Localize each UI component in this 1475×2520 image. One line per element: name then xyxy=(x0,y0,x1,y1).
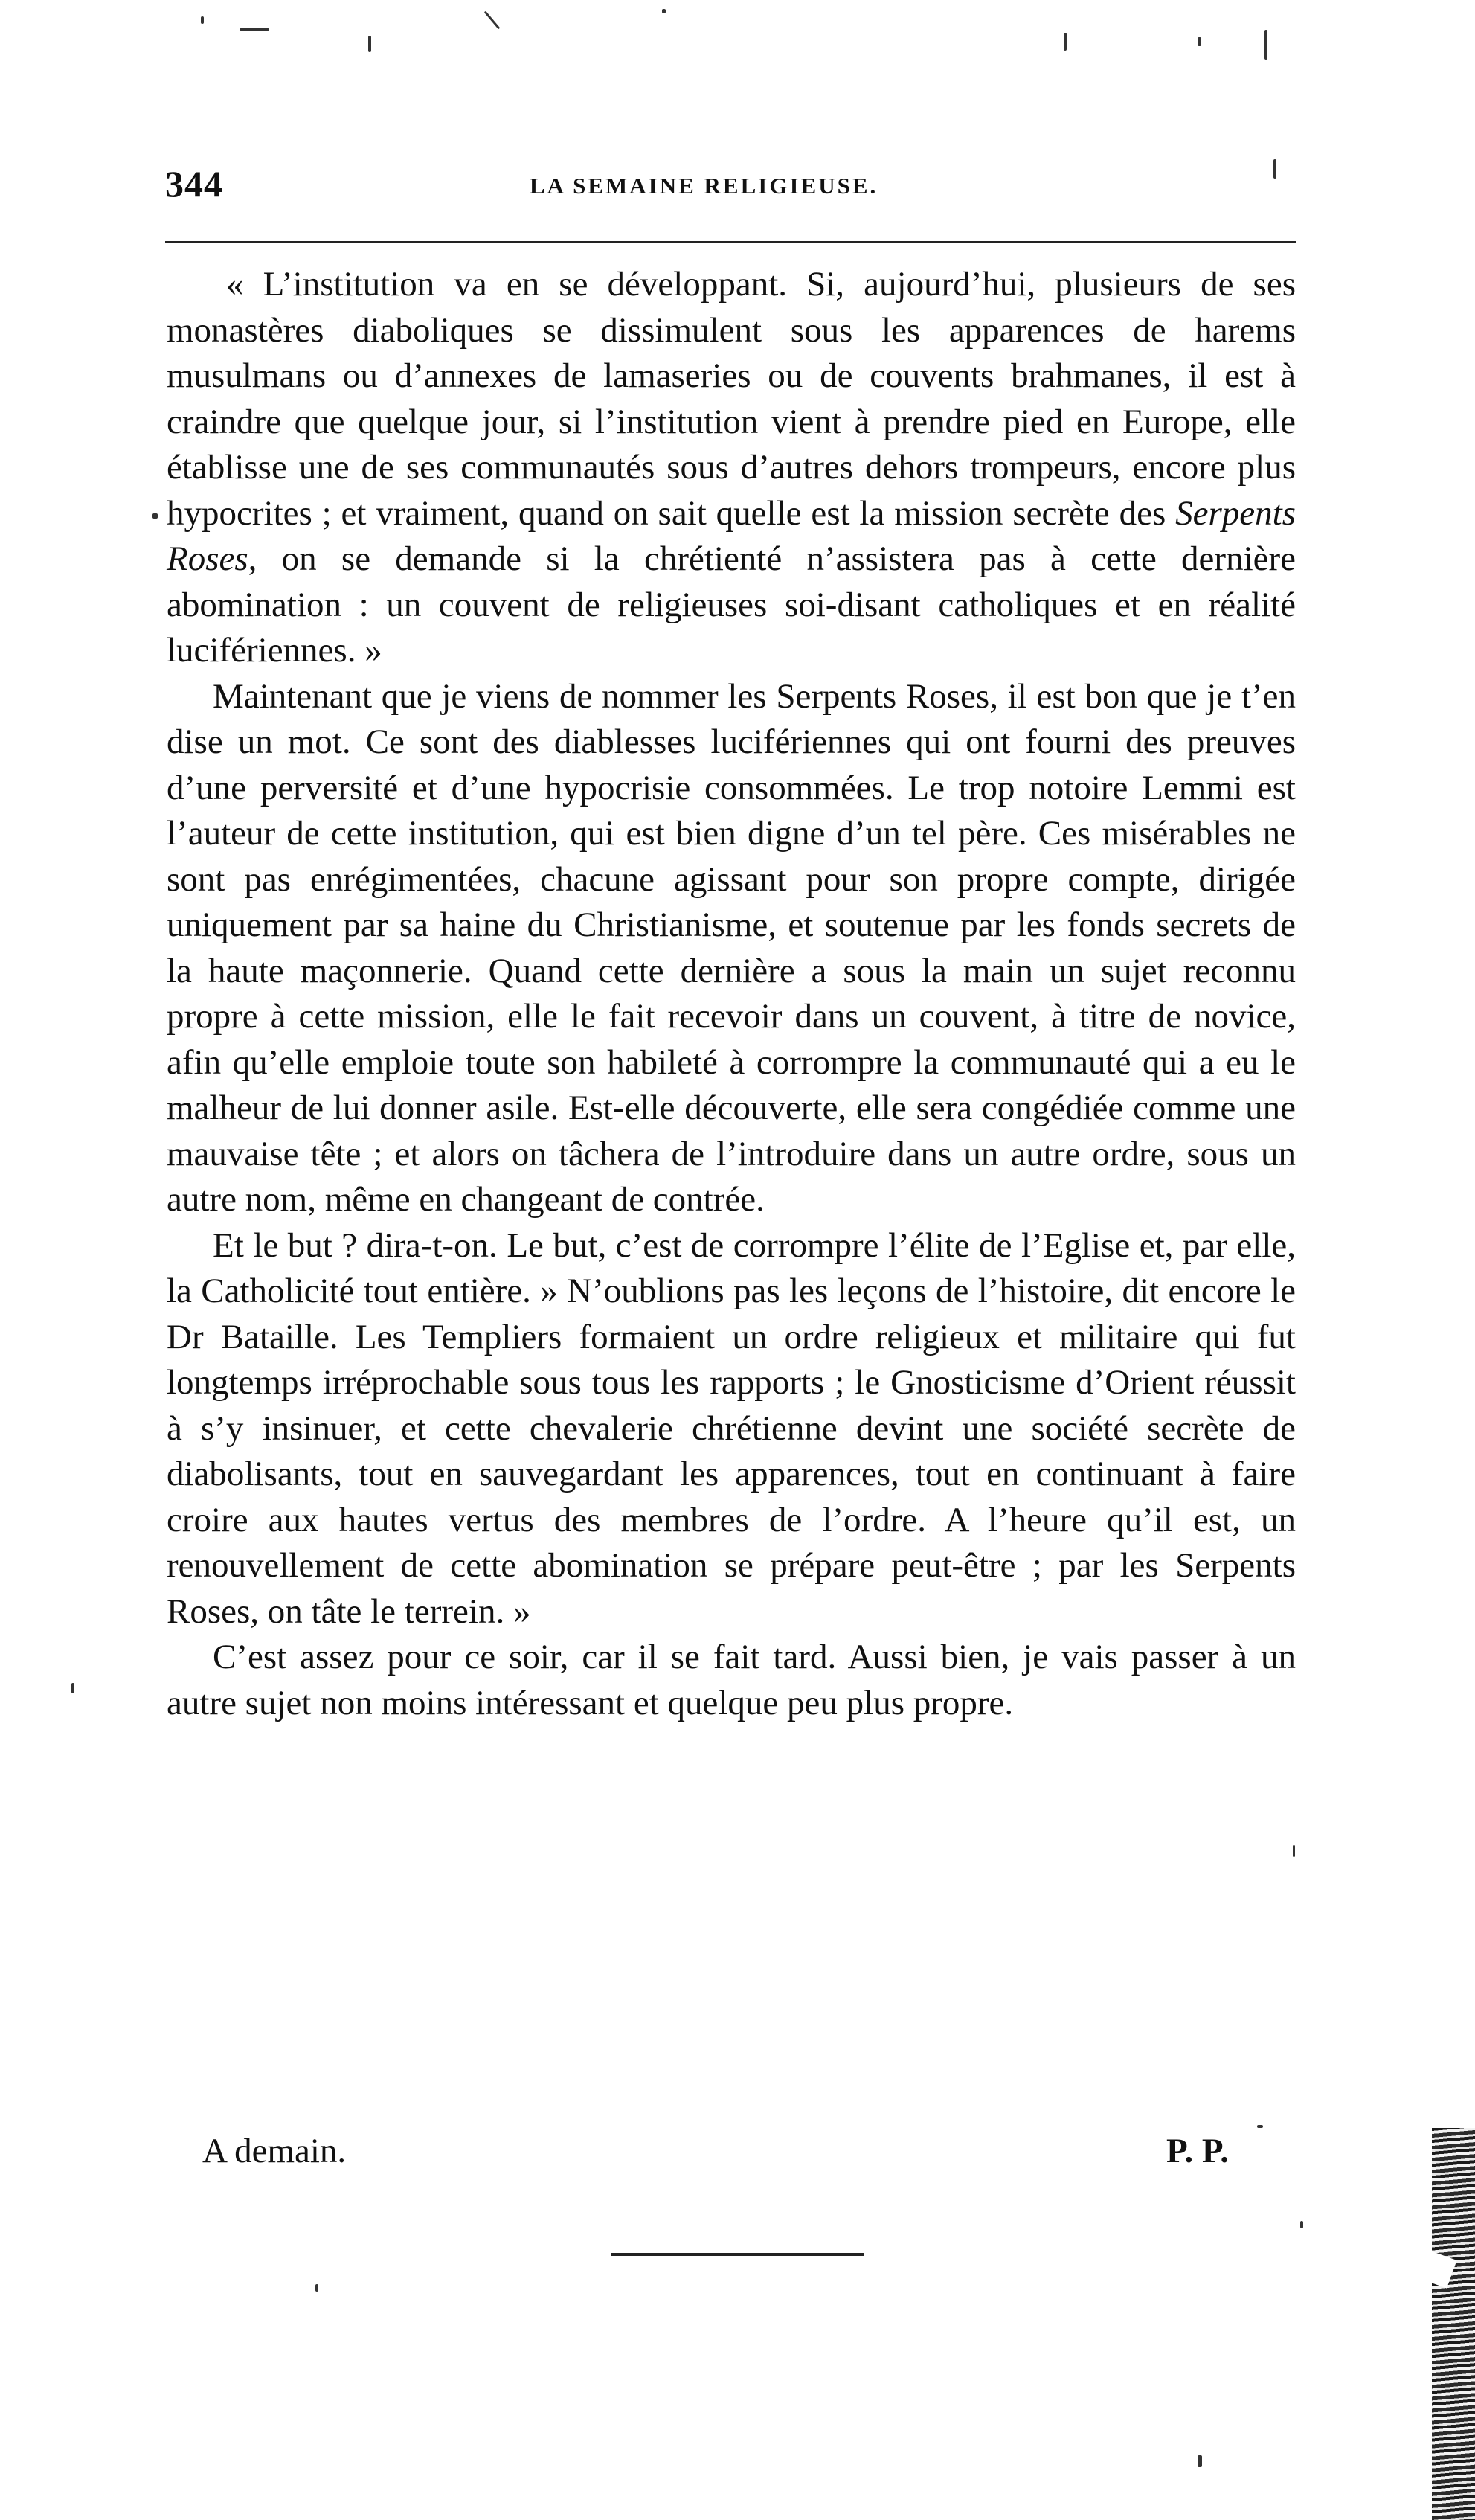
paragraph-quote-italic: Serpents Roses xyxy=(167,493,1296,578)
paragraph-quote-text-start: « L’institution va en se développant. Si, aujourd’hui, plusieurs de ses monastères diaboliques se dissimulent sous les apparences de harems musulmans ou d’annexes de lamaseries ou de couvents brahmanes, il est à craindre que quelque jour, si l’institution vient à prendre pied en Europe, elle établisse une de ses communautés sous d’autres dehors trompeurs, encore plus hypocrites ; et vraiment, quand on sait quelle est la mission secrète des xyxy=(167,265,1296,533)
closing-farewell: A demain. xyxy=(202,2132,347,2170)
closing-line xyxy=(165,2131,1296,2183)
signature-initials: P. P. xyxy=(1166,2132,1229,2170)
paragraph-templiers: Et le but ? dira-t-on. Le but, c’est de corrompre l’élite de l’Eglise et, par elle, la Catholicité tout entière. » N’oublions pas les leçons de l’histoire, dit encore le Dr Bataille. Les Templiers formaient un ordre religieux et militaire qui fut longtemps irréprochable sous tous les rapports ; le Gnosticisme d’Orient réussit à s’y insinuer, et cette chevalerie chrétienne devint une société secrète de diabolisants, tout en sauvegardant les apparences, tout en continuant à faire croire aux hautes vertus des membres de l’ordre. A l’heure qu’il est, un renouvellement de cette abomination se prépare peut-être ; par les Serpents Roses, on tâte le terrein. » xyxy=(167,1225,1296,1631)
paragraph-conclusion: C’est assez pour ce soir, car il se fait tard. Aussi bien, je vais passer à un autre sujet non moins intéressant et quelque peu plus propre. xyxy=(167,1638,1296,1722)
end-rule xyxy=(611,2253,864,2256)
page-number: 344 xyxy=(165,163,223,205)
header-rule xyxy=(165,241,1296,243)
binding-edge xyxy=(1432,2128,1475,2520)
article-body xyxy=(167,262,1296,1726)
paragraph-quote xyxy=(167,262,1296,674)
paragraph-serpents-roses: Maintenant que je viens de nommer les Serpents Roses, il est bon que je t’en dise un mot. Ce sont des diablesses lucifériennes qui ont fourni des preuves d’une perversité et d’une hypocrisie consommées. Le trop notoire Lemmi est l’auteur de cette institution, qui est bien digne d’un tel père. Ces misérables ne sont pas enrégimentées, chacune agissant pour son propre compte, dirigée uniquement par sa haine du Christianisme, et soutenue par les fonds secrets de la haute maçonnerie. Quand cette dernière a sous la main un sujet reconnu propre à cette mission, elle le fait recevoir dans un couvent, à titre de novice, afin qu’elle emploie toute son habileté à corrompre la communauté qui a eu le malheur de lui donner asile. Est-elle découverte, elle sera congédiée comme une mauvaise tête ; et alors on tâchera de l’introduire dans un autre ordre, sous un autre nom, même en changeant de contrée. xyxy=(167,676,1296,1219)
page-header xyxy=(165,162,1296,214)
paragraph-quote-text-end: , on se demande si la chrétienté n’assistera pas à cette dernière abomination : un couvent de religieuses soi-disant catholiques et en réalité lucifériennes. » xyxy=(167,539,1296,670)
running-title: LA SEMAINE RELIGIEUSE. xyxy=(530,173,878,199)
